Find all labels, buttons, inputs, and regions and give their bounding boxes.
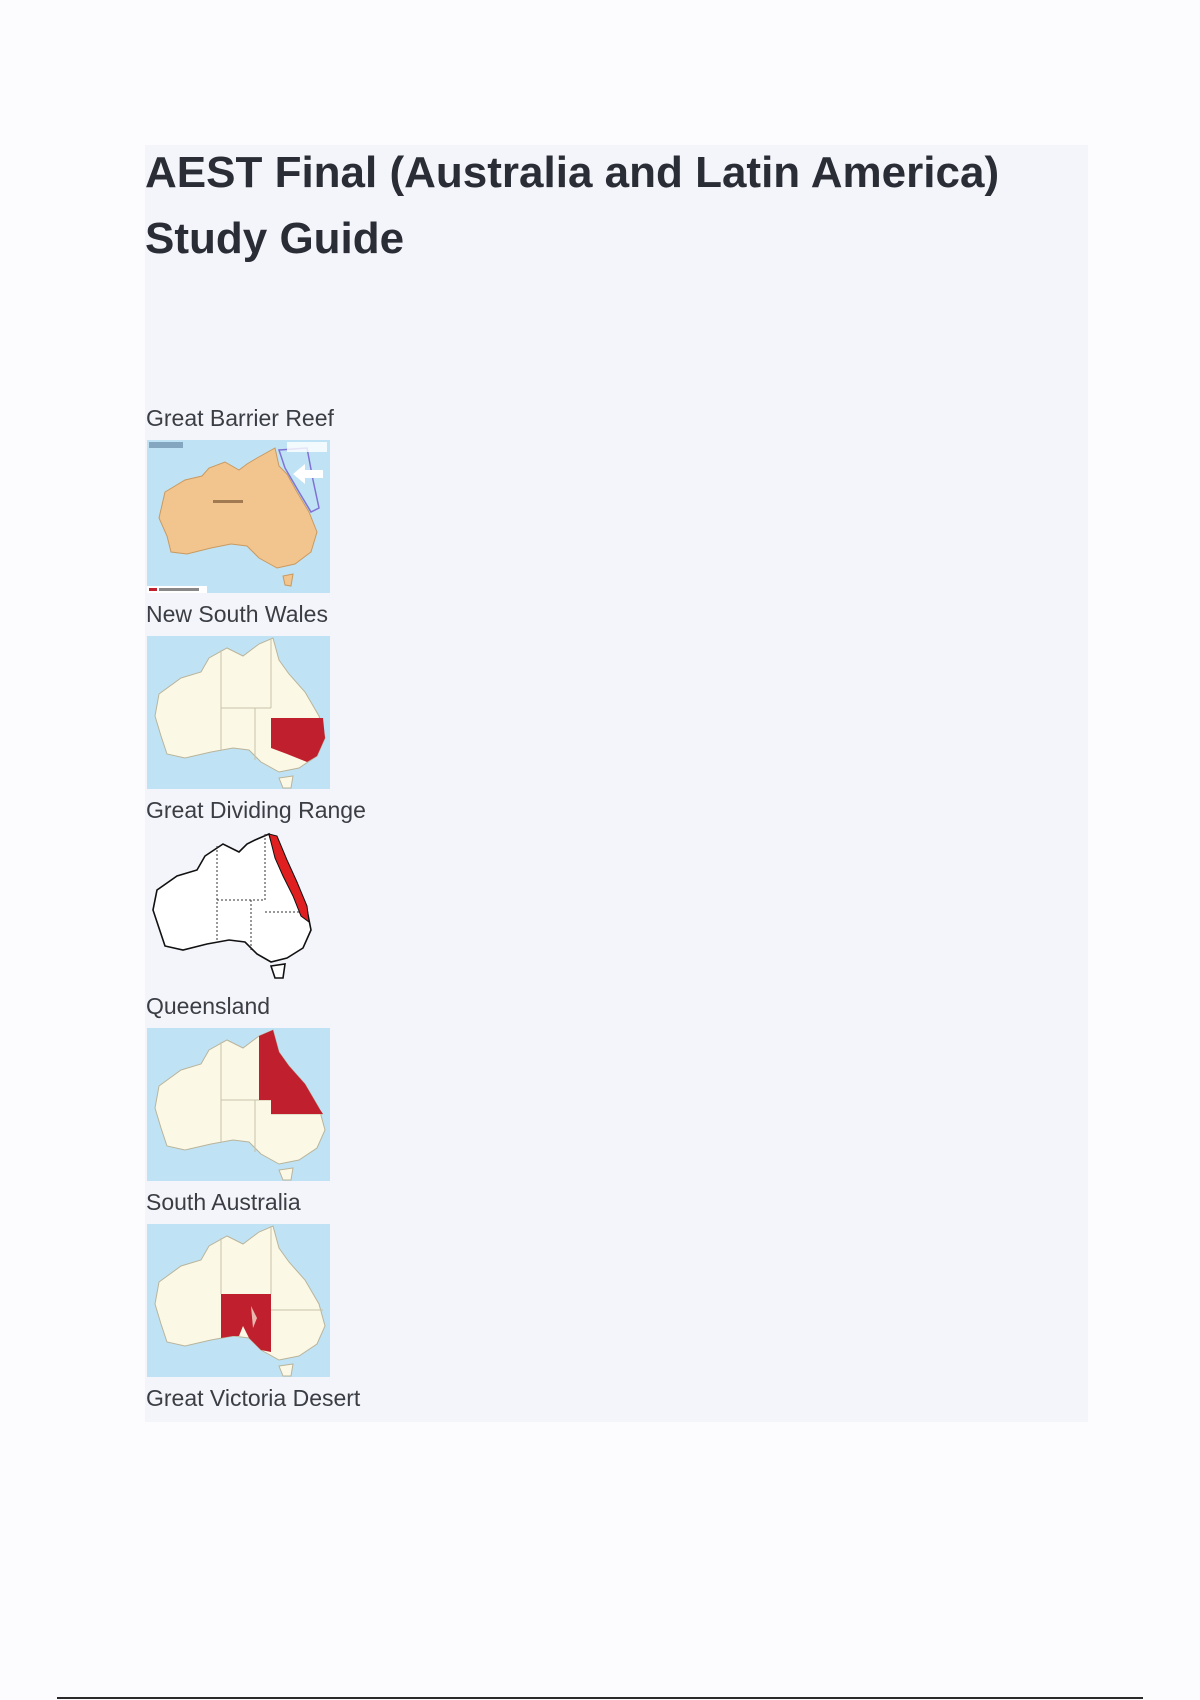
queensland-map-image (147, 1028, 330, 1181)
great-dividing-range-map-image (147, 832, 330, 985)
term-label-south-australia: South Australia (146, 1189, 301, 1215)
footer-rule (57, 1697, 1143, 1699)
term-label-queensland: Queensland (146, 993, 271, 1019)
new-south-wales-map-image (147, 636, 330, 789)
great-barrier-reef-map-image (147, 440, 330, 593)
term-label-great-barrier-reef: Great Barrier Reef (146, 405, 334, 431)
term-label-great-dividing-range: Great Dividing Range (146, 797, 366, 823)
south-australia-map-image (147, 1224, 330, 1377)
term-label-great-victoria-desert: Great Victoria Desert (146, 1385, 361, 1411)
term-label-new-south-wales: New South Wales (146, 601, 328, 627)
page-title: AEST Final (Australia and Latin America) Study Guide (145, 148, 1000, 263)
